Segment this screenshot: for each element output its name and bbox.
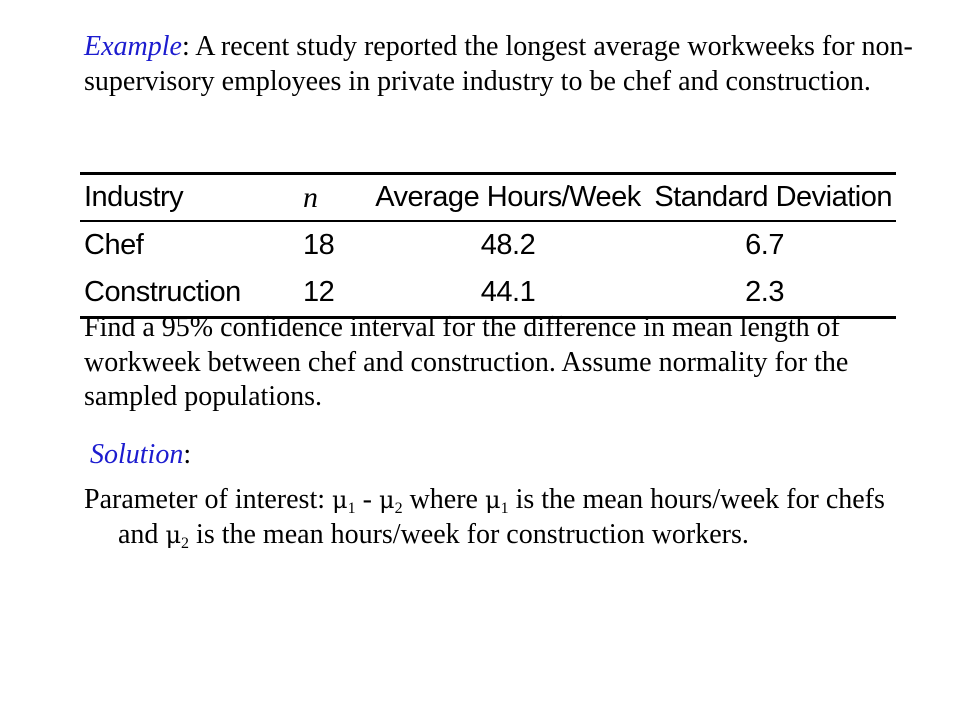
mu-symbol: μ (378, 486, 395, 514)
cell-n: 18 (303, 229, 335, 261)
construction-definition: is the mean hours/week for construction workers. (189, 518, 749, 550)
cell-n: 12 (303, 276, 335, 308)
header-industry: Industry (84, 181, 184, 213)
intro-paragraph (84, 30, 924, 99)
table-row (80, 222, 896, 269)
solution-label: Solution (90, 439, 184, 470)
intro-text: A recent study reported the longest average workweeks for non-supervisory employees in private industry to be chef and construction. (84, 31, 913, 97)
cell-avg: 44.1 (480, 276, 536, 308)
solution-heading (90, 438, 191, 473)
cell-sd: 6.7 (745, 229, 784, 261)
table-header-row (80, 175, 896, 220)
chefs-definition: is the mean hours/week for chefs and (118, 484, 885, 550)
header-average: Average Hours/Week (375, 181, 641, 213)
parameter-paragraph (84, 483, 918, 552)
mu-symbol: μ (484, 486, 501, 514)
header-n-label: n (303, 180, 318, 214)
cell-sd: 2.3 (745, 276, 784, 308)
subscript-1: 1 (500, 500, 509, 517)
example-label: Example (84, 31, 182, 62)
minus-sign: - (355, 484, 379, 515)
solution-colon: : (183, 439, 192, 470)
cell-industry: Construction (84, 276, 241, 308)
mu-symbol: μ (332, 486, 348, 514)
parameter-lead: Parameter of interest: (84, 484, 333, 515)
subscript-1: 1 (347, 500, 356, 517)
cell-avg: 48.2 (480, 229, 536, 261)
header-n (289, 175, 373, 220)
subscript-2: 2 (394, 500, 403, 517)
header-sd: Standard Deviation (654, 181, 892, 213)
cell-industry: Chef (84, 229, 144, 261)
data-table (80, 172, 896, 319)
subscript-2: 2 (181, 534, 190, 552)
example-colon: : (181, 31, 190, 62)
task-paragraph: Find a 95% confidence interval for the difference in mean length of workweek between chef and construction. Assume normality for the sampled populations. (84, 312, 849, 412)
table-row (80, 269, 896, 316)
mu-symbol: μ (165, 520, 182, 549)
where-text: where (402, 484, 485, 515)
